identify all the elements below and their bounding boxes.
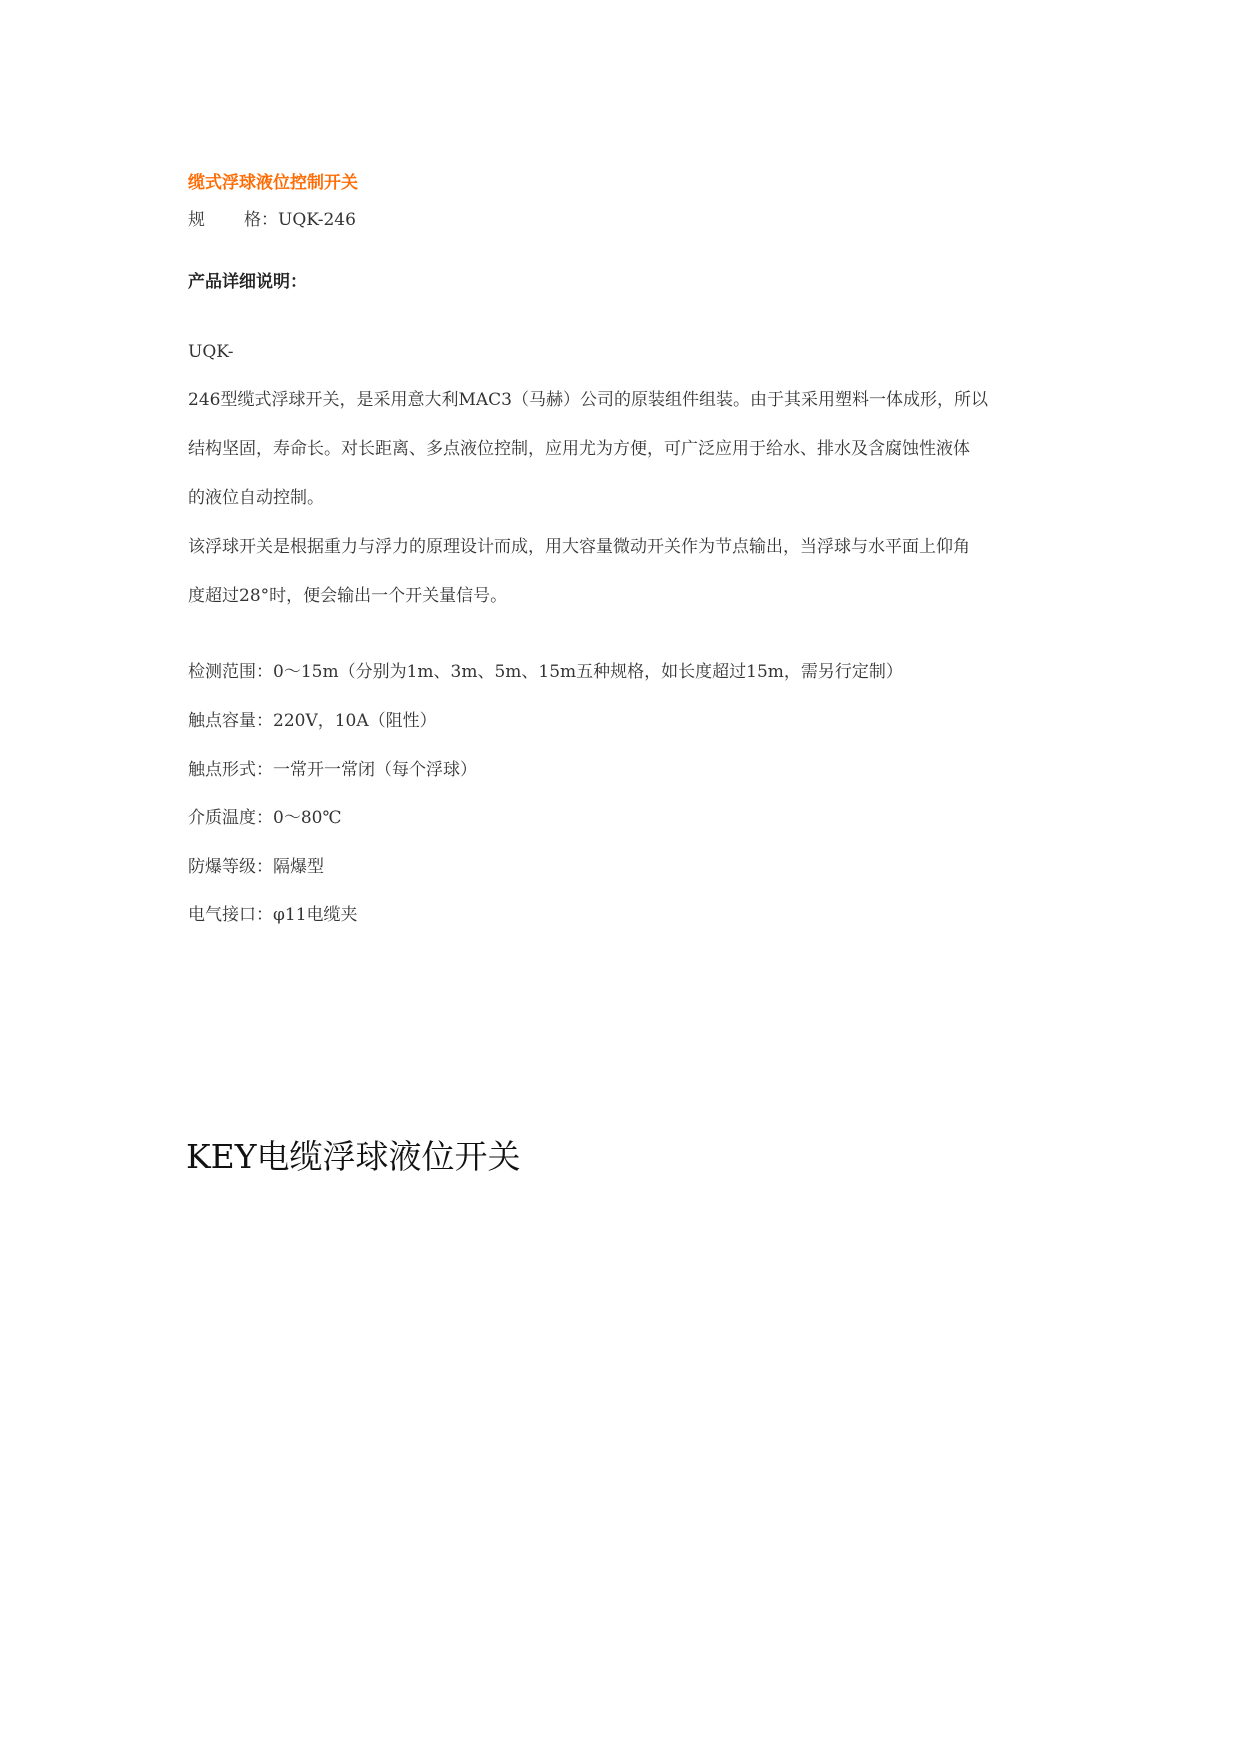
detail-heading: 产品详细说明：	[188, 272, 307, 292]
paragraph-line: 的液位自动控制。	[188, 488, 324, 508]
product-title: 缆式浮球液位控制开关	[188, 173, 358, 193]
spec-value: UQK-246	[278, 210, 356, 230]
paragraph-line: 该浮球开关是根据重力与浮力的原理设计而成，用大容量微动开关作为节点输出，当浮球与水平面上仰角	[188, 537, 970, 557]
spec-label-a: 规	[188, 210, 205, 230]
spec-item-explosion-proof: 防爆等级：隔爆型	[188, 857, 324, 877]
spec-line	[188, 208, 356, 232]
spec-item-detection-range: 检测范围：0～15m（分别为1m、3m、5m、15m五种规格，如长度超过15m，需另行定制）	[188, 662, 903, 682]
spec-item-medium-temperature: 介质温度：0～80℃	[188, 808, 342, 828]
paragraph-line: 度超过28°时，便会输出一个开关量信号。	[188, 586, 508, 606]
spec-item-electrical-interface: 电气接口：φ11电缆夹	[188, 905, 358, 925]
paragraph-line: 结构坚固，寿命长。对长距离、多点液位控制，应用尤为方便，可广泛应用于给水、排水及含腐蚀性液体	[188, 439, 970, 459]
spec-item-contact-form: 触点形式：一常开一常闭（每个浮球）	[188, 760, 477, 780]
spec-item-contact-capacity: 触点容量：220V，10A（阻性）	[188, 711, 437, 731]
paragraph-line: 246型缆式浮球开关，是采用意大利MAC3（马赫）公司的原装组件组装。由于其采用塑料一体成形，所以	[188, 390, 988, 410]
section-title: KEY电缆浮球液位开关	[186, 1137, 521, 1176]
paragraph-line: UQK-	[188, 342, 234, 362]
spec-label-b: 格：	[244, 210, 278, 230]
